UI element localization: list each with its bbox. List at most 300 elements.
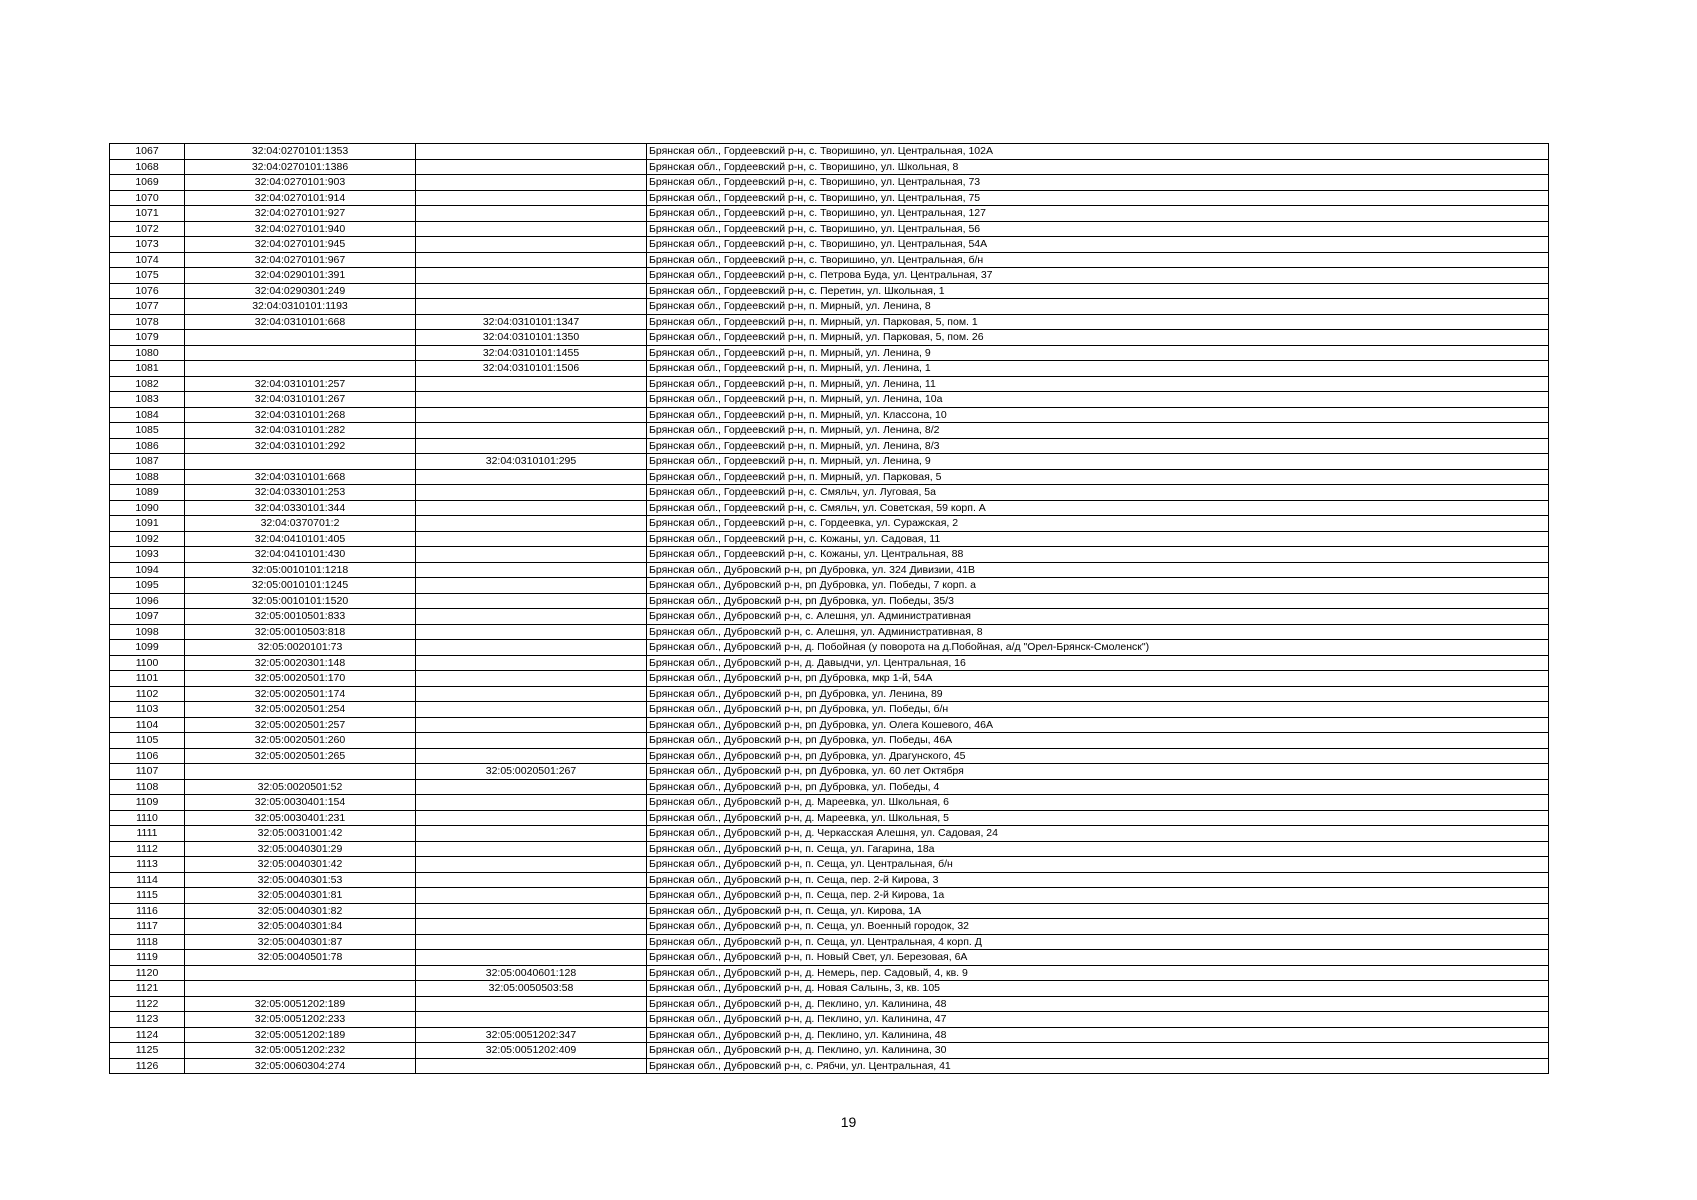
- address-cell: Брянская обл., Гордеевский р-н, п. Мирный, ул. Ленина, 8/2: [647, 423, 1549, 439]
- row-number-cell: 1088: [110, 469, 185, 485]
- row-number-cell: 1124: [110, 1027, 185, 1043]
- cadastral-number-cell: 32:05:0051202:233: [185, 1012, 416, 1028]
- cadastral-number-cell: 32:05:0020501:170: [185, 671, 416, 687]
- table-body: [110, 144, 1549, 1074]
- cadastral-number-cell: 32:05:0040301:42: [185, 857, 416, 873]
- address-cell: Брянская обл., Дубровский р-н, рп Дубровка, ул. 60 лет Октября: [647, 764, 1549, 780]
- cadastral-number-cell: 32:04:0410101:405: [185, 531, 416, 547]
- related-cadastral-number-cell: 32:04:0310101:295: [416, 454, 647, 470]
- related-cadastral-number-cell: [416, 283, 647, 299]
- row-number-cell: 1107: [110, 764, 185, 780]
- address-cell: Брянская обл., Гордеевский р-н, п. Мирный, ул. Ленина, 9: [647, 454, 1549, 470]
- row-number-cell: 1102: [110, 686, 185, 702]
- address-cell: Брянская обл., Гордеевский р-н, с. Творишино, ул. Центральная, 75: [647, 190, 1549, 206]
- row-number-cell: 1097: [110, 609, 185, 625]
- row-number-cell: 1099: [110, 640, 185, 656]
- cadastral-number-cell: 32:05:0010101:1218: [185, 562, 416, 578]
- cadastral-number-cell: 32:04:0270101:903: [185, 175, 416, 191]
- address-cell: Брянская обл., Гордеевский р-н, п. Мирный, ул. Парковая, 5, пом. 1: [647, 314, 1549, 330]
- row-number-cell: 1080: [110, 345, 185, 361]
- cadastral-number-cell: 32:05:0020501:52: [185, 779, 416, 795]
- row-number-cell: 1108: [110, 779, 185, 795]
- related-cadastral-number-cell: [416, 252, 647, 268]
- related-cadastral-number-cell: [416, 702, 647, 718]
- related-cadastral-number-cell: 32:05:0051202:409: [416, 1043, 647, 1059]
- related-cadastral-number-cell: [416, 299, 647, 315]
- table-row: [110, 392, 1549, 408]
- row-number-cell: 1110: [110, 810, 185, 826]
- table-row: [110, 841, 1549, 857]
- cadastral-number-cell: 32:05:0010501:833: [185, 609, 416, 625]
- address-cell: Брянская обл., Дубровский р-н, д. Новая Салынь, 3, кв. 105: [647, 981, 1549, 997]
- row-number-cell: 1104: [110, 717, 185, 733]
- related-cadastral-number-cell: [416, 857, 647, 873]
- cadastral-number-cell: 32:04:0310101:668: [185, 469, 416, 485]
- address-cell: Брянская обл., Гордеевский р-н, п. Мирный, ул. Парковая, 5: [647, 469, 1549, 485]
- table-row: [110, 423, 1549, 439]
- cadastral-number-cell: 32:05:0040501:78: [185, 950, 416, 966]
- cadastral-number-cell: 32:05:0040301:81: [185, 888, 416, 904]
- address-cell: Брянская обл., Гордеевский р-н, п. Мирный, ул. Ленина, 8/3: [647, 438, 1549, 454]
- row-number-cell: 1106: [110, 748, 185, 764]
- cadastral-number-cell: 32:05:0030401:231: [185, 810, 416, 826]
- cadastral-number-cell: 32:04:0330101:344: [185, 500, 416, 516]
- row-number-cell: 1116: [110, 903, 185, 919]
- related-cadastral-number-cell: [416, 950, 647, 966]
- related-cadastral-number-cell: [416, 655, 647, 671]
- row-number-cell: 1070: [110, 190, 185, 206]
- address-cell: Брянская обл., Дубровский р-н, рп Дубровка, ул. Победы, б/н: [647, 702, 1549, 718]
- address-cell: Брянская обл., Дубровский р-н, рп Дубровка, ул. 324 Дивизии, 41В: [647, 562, 1549, 578]
- row-number-cell: 1117: [110, 919, 185, 935]
- address-cell: Брянская обл., Гордеевский р-н, с. Творишино, ул. Центральная, 73: [647, 175, 1549, 191]
- address-cell: Брянская обл., Дубровский р-н, рп Дубровка, мкр 1-й, 54А: [647, 671, 1549, 687]
- table-row: [110, 345, 1549, 361]
- cadastral-number-cell: [185, 330, 416, 346]
- table-row: [110, 655, 1549, 671]
- table-row: [110, 888, 1549, 904]
- related-cadastral-number-cell: [416, 1058, 647, 1074]
- table-row: [110, 237, 1549, 253]
- address-cell: Брянская обл., Гордеевский р-н, с. Творишино, ул. Центральная, 56: [647, 221, 1549, 237]
- related-cadastral-number-cell: [416, 578, 647, 594]
- cadastral-number-cell: [185, 981, 416, 997]
- address-cell: Брянская обл., Дубровский р-н, д. Немерь, пер. Садовый, 4, кв. 9: [647, 965, 1549, 981]
- table-row: [110, 469, 1549, 485]
- cadastral-number-cell: 32:05:0010101:1245: [185, 578, 416, 594]
- cadastral-number-cell: 32:04:0310101:282: [185, 423, 416, 439]
- row-number-cell: 1087: [110, 454, 185, 470]
- row-number-cell: 1071: [110, 206, 185, 222]
- cadastral-number-cell: 32:04:0270101:914: [185, 190, 416, 206]
- address-cell: Брянская обл., Гордеевский р-н, с. Гордеевка, ул. Суражская, 2: [647, 516, 1549, 532]
- cadastral-number-cell: 32:05:0020501:260: [185, 733, 416, 749]
- row-number-cell: 1075: [110, 268, 185, 284]
- row-number-cell: 1114: [110, 872, 185, 888]
- table-row: [110, 593, 1549, 609]
- related-cadastral-number-cell: [416, 376, 647, 392]
- related-cadastral-number-cell: [416, 221, 647, 237]
- table-row: [110, 268, 1549, 284]
- cadastral-number-cell: 32:05:0040301:29: [185, 841, 416, 857]
- related-cadastral-number-cell: [416, 516, 647, 532]
- row-number-cell: 1077: [110, 299, 185, 315]
- address-cell: Брянская обл., Гордеевский р-н, п. Мирный, ул. Ленина, 8: [647, 299, 1549, 315]
- address-cell: Брянская обл., Гордеевский р-н, с. Петрова Буда, ул. Центральная, 37: [647, 268, 1549, 284]
- row-number-cell: 1078: [110, 314, 185, 330]
- address-cell: Брянская обл., Гордеевский р-н, с. Перетин, ул. Школьная, 1: [647, 283, 1549, 299]
- row-number-cell: 1089: [110, 485, 185, 501]
- row-number-cell: 1090: [110, 500, 185, 516]
- row-number-cell: 1123: [110, 1012, 185, 1028]
- table-row: [110, 531, 1549, 547]
- cadastral-number-cell: 32:05:0040301:87: [185, 934, 416, 950]
- address-cell: Брянская обл., Гордеевский р-н, с. Смяльч, ул. Советская, 59 корп. А: [647, 500, 1549, 516]
- address-cell: Брянская обл., Дубровский р-н, п. Сеща, ул. Гагарина, 18а: [647, 841, 1549, 857]
- cadastral-number-cell: 32:05:0040301:84: [185, 919, 416, 935]
- table-row: [110, 733, 1549, 749]
- related-cadastral-number-cell: [416, 841, 647, 857]
- row-number-cell: 1121: [110, 981, 185, 997]
- table-row: [110, 516, 1549, 532]
- address-cell: Брянская обл., Гордеевский р-н, п. Мирный, ул. Классона, 10: [647, 407, 1549, 423]
- related-cadastral-number-cell: 32:04:0310101:1350: [416, 330, 647, 346]
- cadastral-number-cell: 32:04:0370701:2: [185, 516, 416, 532]
- cadastral-number-cell: 32:04:0330101:253: [185, 485, 416, 501]
- address-cell: Брянская обл., Дубровский р-н, п. Сеща, ул. Центральная, б/н: [647, 857, 1549, 873]
- row-number-cell: 1082: [110, 376, 185, 392]
- table-row: [110, 376, 1549, 392]
- row-number-cell: 1084: [110, 407, 185, 423]
- row-number-cell: 1094: [110, 562, 185, 578]
- address-cell: Брянская обл., Дубровский р-н, д. Мареевка, ул. Школьная, 6: [647, 795, 1549, 811]
- cadastral-number-cell: 32:05:0051202:189: [185, 996, 416, 1012]
- table-row: [110, 485, 1549, 501]
- table-row: [110, 810, 1549, 826]
- row-number-cell: 1069: [110, 175, 185, 191]
- related-cadastral-number-cell: [416, 748, 647, 764]
- row-number-cell: 1122: [110, 996, 185, 1012]
- row-number-cell: 1076: [110, 283, 185, 299]
- cadastral-number-cell: 32:04:0270101:945: [185, 237, 416, 253]
- related-cadastral-number-cell: [416, 609, 647, 625]
- row-number-cell: 1109: [110, 795, 185, 811]
- address-cell: Брянская обл., Гордеевский р-н, с. Кожаны, ул. Садовая, 11: [647, 531, 1549, 547]
- cadastral-number-cell: 32:05:0010101:1520: [185, 593, 416, 609]
- related-cadastral-number-cell: [416, 671, 647, 687]
- related-cadastral-number-cell: [416, 407, 647, 423]
- related-cadastral-number-cell: 32:04:0310101:1506: [416, 361, 647, 377]
- row-number-cell: 1096: [110, 593, 185, 609]
- related-cadastral-number-cell: [416, 562, 647, 578]
- related-cadastral-number-cell: [416, 469, 647, 485]
- table-row: [110, 996, 1549, 1012]
- row-number-cell: 1112: [110, 841, 185, 857]
- property-table: [109, 143, 1549, 1074]
- row-number-cell: 1081: [110, 361, 185, 377]
- address-cell: Брянская обл., Дубровский р-н, п. Сеща, ул. Военный городок, 32: [647, 919, 1549, 935]
- row-number-cell: 1100: [110, 655, 185, 671]
- address-cell: Брянская обл., Дубровский р-н, рп Дубровка, ул. Победы, 7 корп. а: [647, 578, 1549, 594]
- address-cell: Брянская обл., Дубровский р-н, рп Дубровка, ул. Драгунского, 45: [647, 748, 1549, 764]
- row-number-cell: 1101: [110, 671, 185, 687]
- table-row: [110, 438, 1549, 454]
- related-cadastral-number-cell: [416, 438, 647, 454]
- address-cell: Брянская обл., Гордеевский р-н, с. Смяльч, ул. Луговая, 5а: [647, 485, 1549, 501]
- address-cell: Брянская обл., Дубровский р-н, д. Пеклино, ул. Калинина, 48: [647, 996, 1549, 1012]
- cadastral-number-cell: 32:05:0031001:42: [185, 826, 416, 842]
- related-cadastral-number-cell: [416, 144, 647, 160]
- cadastral-number-cell: 32:05:0040301:53: [185, 872, 416, 888]
- cadastral-number-cell: 32:04:0290101:391: [185, 268, 416, 284]
- table-row: [110, 407, 1549, 423]
- table-row: [110, 609, 1549, 625]
- related-cadastral-number-cell: 32:05:0020501:267: [416, 764, 647, 780]
- related-cadastral-number-cell: 32:05:0050503:58: [416, 981, 647, 997]
- table-row: [110, 206, 1549, 222]
- row-number-cell: 1111: [110, 826, 185, 842]
- table-row: [110, 314, 1549, 330]
- cadastral-number-cell: 32:04:0270101:967: [185, 252, 416, 268]
- address-cell: Брянская обл., Дубровский р-н, п. Сеща, ул. Кирова, 1А: [647, 903, 1549, 919]
- related-cadastral-number-cell: [416, 996, 647, 1012]
- address-cell: Брянская обл., Дубровский р-н, п. Сеща, пер. 2-й Кирова, 3: [647, 872, 1549, 888]
- address-cell: Брянская обл., Дубровский р-н, рп Дубровка, ул. Ленина, 89: [647, 686, 1549, 702]
- related-cadastral-number-cell: [416, 733, 647, 749]
- cadastral-number-cell: 32:04:0270101:940: [185, 221, 416, 237]
- table-row: [110, 934, 1549, 950]
- related-cadastral-number-cell: 32:05:0051202:347: [416, 1027, 647, 1043]
- row-number-cell: 1092: [110, 531, 185, 547]
- related-cadastral-number-cell: [416, 903, 647, 919]
- related-cadastral-number-cell: [416, 593, 647, 609]
- table-row: [110, 919, 1549, 935]
- cadastral-number-cell: 32:04:0310101:668: [185, 314, 416, 330]
- cadastral-number-cell: 32:05:0040301:82: [185, 903, 416, 919]
- related-cadastral-number-cell: [416, 779, 647, 795]
- address-cell: Брянская обл., Дубровский р-н, д. Пеклино, ул. Калинина, 48: [647, 1027, 1549, 1043]
- cadastral-number-cell: 32:04:0310101:292: [185, 438, 416, 454]
- related-cadastral-number-cell: [416, 640, 647, 656]
- table-row: [110, 578, 1549, 594]
- address-cell: Брянская обл., Гордеевский р-н, п. Мирный, ул. Ленина, 11: [647, 376, 1549, 392]
- related-cadastral-number-cell: [416, 392, 647, 408]
- cadastral-number-cell: [185, 764, 416, 780]
- table-row: [110, 950, 1549, 966]
- table-row: [110, 175, 1549, 191]
- table-row: [110, 764, 1549, 780]
- table-row: [110, 190, 1549, 206]
- related-cadastral-number-cell: [416, 686, 647, 702]
- address-cell: Брянская обл., Дубровский р-н, д. Пеклино, ул. Калинина, 47: [647, 1012, 1549, 1028]
- related-cadastral-number-cell: [416, 717, 647, 733]
- address-cell: Брянская обл., Дубровский р-н, рп Дубровка, ул. Победы, 4: [647, 779, 1549, 795]
- row-number-cell: 1113: [110, 857, 185, 873]
- address-cell: Брянская обл., Дубровский р-н, д. Мареевка, ул. Школьная, 5: [647, 810, 1549, 826]
- cadastral-number-cell: 32:04:0290301:249: [185, 283, 416, 299]
- table-row: [110, 500, 1549, 516]
- table-row: [110, 159, 1549, 175]
- cadastral-number-cell: 32:05:0051202:232: [185, 1043, 416, 1059]
- row-number-cell: 1105: [110, 733, 185, 749]
- table-row: [110, 640, 1549, 656]
- address-cell: Брянская обл., Гордеевский р-н, с. Творишино, ул. Центральная, 102А: [647, 144, 1549, 160]
- row-number-cell: 1118: [110, 934, 185, 950]
- related-cadastral-number-cell: [416, 485, 647, 501]
- table-row: [110, 624, 1549, 640]
- table-row: [110, 779, 1549, 795]
- table-row: [110, 1027, 1549, 1043]
- table-row: [110, 872, 1549, 888]
- related-cadastral-number-cell: [416, 919, 647, 935]
- row-number-cell: 1073: [110, 237, 185, 253]
- table-row: [110, 795, 1549, 811]
- table-row: [110, 547, 1549, 563]
- cadastral-number-cell: 32:05:0020501:174: [185, 686, 416, 702]
- table-row: [110, 361, 1549, 377]
- related-cadastral-number-cell: [416, 175, 647, 191]
- table-row: [110, 1043, 1549, 1059]
- cadastral-number-cell: 32:04:0410101:430: [185, 547, 416, 563]
- cadastral-number-cell: 32:05:0020501:254: [185, 702, 416, 718]
- cadastral-number-cell: 32:04:0310101:267: [185, 392, 416, 408]
- table-row: [110, 144, 1549, 160]
- related-cadastral-number-cell: [416, 547, 647, 563]
- cadastral-number-cell: 32:05:0020501:265: [185, 748, 416, 764]
- row-number-cell: 1125: [110, 1043, 185, 1059]
- address-cell: Брянская обл., Гордеевский р-н, п. Мирный, ул. Ленина, 9: [647, 345, 1549, 361]
- row-number-cell: 1098: [110, 624, 185, 640]
- table-row: [110, 748, 1549, 764]
- cadastral-number-cell: 32:05:0020501:257: [185, 717, 416, 733]
- row-number-cell: 1067: [110, 144, 185, 160]
- cadastral-number-cell: 32:04:0270101:1386: [185, 159, 416, 175]
- address-cell: Брянская обл., Дубровский р-н, с. Рябчи, ул. Центральная, 41: [647, 1058, 1549, 1074]
- table-row: [110, 857, 1549, 873]
- table-row: [110, 965, 1549, 981]
- page-number: 19: [840, 1114, 857, 1130]
- related-cadastral-number-cell: [416, 190, 647, 206]
- related-cadastral-number-cell: 32:04:0310101:1455: [416, 345, 647, 361]
- related-cadastral-number-cell: 32:05:0040601:128: [416, 965, 647, 981]
- cadastral-number-cell: 32:04:0310101:1193: [185, 299, 416, 315]
- related-cadastral-number-cell: [416, 159, 647, 175]
- table-row: [110, 454, 1549, 470]
- related-cadastral-number-cell: [416, 531, 647, 547]
- related-cadastral-number-cell: [416, 795, 647, 811]
- cadastral-number-cell: 32:05:0020301:148: [185, 655, 416, 671]
- table-row: [110, 252, 1549, 268]
- row-number-cell: 1093: [110, 547, 185, 563]
- row-number-cell: 1095: [110, 578, 185, 594]
- table-row: [110, 903, 1549, 919]
- table-row: [110, 330, 1549, 346]
- address-cell: Брянская обл., Гордеевский р-н, п. Мирный, ул. Парковая, 5, пом. 26: [647, 330, 1549, 346]
- cadastral-number-cell: 32:05:0010503:818: [185, 624, 416, 640]
- table-row: [110, 1058, 1549, 1074]
- row-number-cell: 1086: [110, 438, 185, 454]
- row-number-cell: 1115: [110, 888, 185, 904]
- related-cadastral-number-cell: [416, 268, 647, 284]
- address-cell: Брянская обл., Дубровский р-н, рп Дубровка, ул. Олега Кошевого, 46А: [647, 717, 1549, 733]
- table-row: [110, 981, 1549, 997]
- address-cell: Брянская обл., Гордеевский р-н, п. Мирный, ул. Ленина, 10а: [647, 392, 1549, 408]
- cadastral-number-cell: 32:04:0270101:927: [185, 206, 416, 222]
- cadastral-number-cell: [185, 345, 416, 361]
- cadastral-number-cell: [185, 454, 416, 470]
- related-cadastral-number-cell: [416, 237, 647, 253]
- related-cadastral-number-cell: [416, 500, 647, 516]
- table-row: [110, 671, 1549, 687]
- table-row: [110, 717, 1549, 733]
- row-number-cell: 1083: [110, 392, 185, 408]
- table-row: [110, 299, 1549, 315]
- related-cadastral-number-cell: [416, 934, 647, 950]
- row-number-cell: 1091: [110, 516, 185, 532]
- row-number-cell: 1085: [110, 423, 185, 439]
- related-cadastral-number-cell: [416, 888, 647, 904]
- address-cell: Брянская обл., Дубровский р-н, д. Черкасская Алешня, ул. Садовая, 24: [647, 826, 1549, 842]
- related-cadastral-number-cell: [416, 826, 647, 842]
- table-row: [110, 686, 1549, 702]
- cadastral-number-cell: 32:04:0310101:268: [185, 407, 416, 423]
- table-row: [110, 562, 1549, 578]
- cadastral-number-cell: 32:05:0051202:189: [185, 1027, 416, 1043]
- address-cell: Брянская обл., Гордеевский р-н, с. Творишино, ул. Центральная, 127: [647, 206, 1549, 222]
- address-cell: Брянская обл., Дубровский р-н, п. Сеща, ул. Центральная, 4 корп. Д: [647, 934, 1549, 950]
- address-cell: Брянская обл., Дубровский р-н, п. Сеща, пер. 2-й Кирова, 1а: [647, 888, 1549, 904]
- related-cadastral-number-cell: [416, 810, 647, 826]
- row-number-cell: 1068: [110, 159, 185, 175]
- row-number-cell: 1074: [110, 252, 185, 268]
- address-cell: Брянская обл., Дубровский р-н, д. Пеклино, ул. Калинина, 30: [647, 1043, 1549, 1059]
- row-number-cell: 1119: [110, 950, 185, 966]
- row-number-cell: 1120: [110, 965, 185, 981]
- related-cadastral-number-cell: [416, 1012, 647, 1028]
- related-cadastral-number-cell: 32:04:0310101:1347: [416, 314, 647, 330]
- cadastral-number-cell: 32:04:0270101:1353: [185, 144, 416, 160]
- address-cell: Брянская обл., Дубровский р-н, д. Побойная (у поворота на д.Побойная, а/д "Орел-Брянск-Смоленск"): [647, 640, 1549, 656]
- address-cell: Брянская обл., Дубровский р-н, д. Давыдчи, ул. Центральная, 16: [647, 655, 1549, 671]
- cadastral-number-cell: 32:05:0030401:154: [185, 795, 416, 811]
- cadastral-number-cell: 32:05:0020101:73: [185, 640, 416, 656]
- table-row: [110, 221, 1549, 237]
- cadastral-number-cell: [185, 965, 416, 981]
- related-cadastral-number-cell: [416, 206, 647, 222]
- address-cell: Брянская обл., Дубровский р-н, с. Алешня, ул. Административная, 8: [647, 624, 1549, 640]
- address-cell: Брянская обл., Гордеевский р-н, с. Творишино, ул. Центральная, б/н: [647, 252, 1549, 268]
- row-number-cell: 1072: [110, 221, 185, 237]
- row-number-cell: 1103: [110, 702, 185, 718]
- table-row: [110, 702, 1549, 718]
- address-cell: Брянская обл., Дубровский р-н, п. Новый Свет, ул. Березовая, 6А: [647, 950, 1549, 966]
- address-cell: Брянская обл., Гордеевский р-н, п. Мирный, ул. Ленина, 1: [647, 361, 1549, 377]
- address-cell: Брянская обл., Гордеевский р-н, с. Творишино, ул. Школьная, 8: [647, 159, 1549, 175]
- table-row: [110, 283, 1549, 299]
- address-cell: Брянская обл., Гордеевский р-н, с. Кожаны, ул. Центральная, 88: [647, 547, 1549, 563]
- table-row: [110, 826, 1549, 842]
- related-cadastral-number-cell: [416, 872, 647, 888]
- cadastral-number-cell: 32:05:0060304:274: [185, 1058, 416, 1074]
- cadastral-number-cell: 32:04:0310101:257: [185, 376, 416, 392]
- address-cell: Брянская обл., Гордеевский р-н, с. Творишино, ул. Центральная, 54А: [647, 237, 1549, 253]
- row-number-cell: 1126: [110, 1058, 185, 1074]
- related-cadastral-number-cell: [416, 423, 647, 439]
- row-number-cell: 1079: [110, 330, 185, 346]
- related-cadastral-number-cell: [416, 624, 647, 640]
- table-row: [110, 1012, 1549, 1028]
- address-cell: Брянская обл., Дубровский р-н, с. Алешня, ул. Административная: [647, 609, 1549, 625]
